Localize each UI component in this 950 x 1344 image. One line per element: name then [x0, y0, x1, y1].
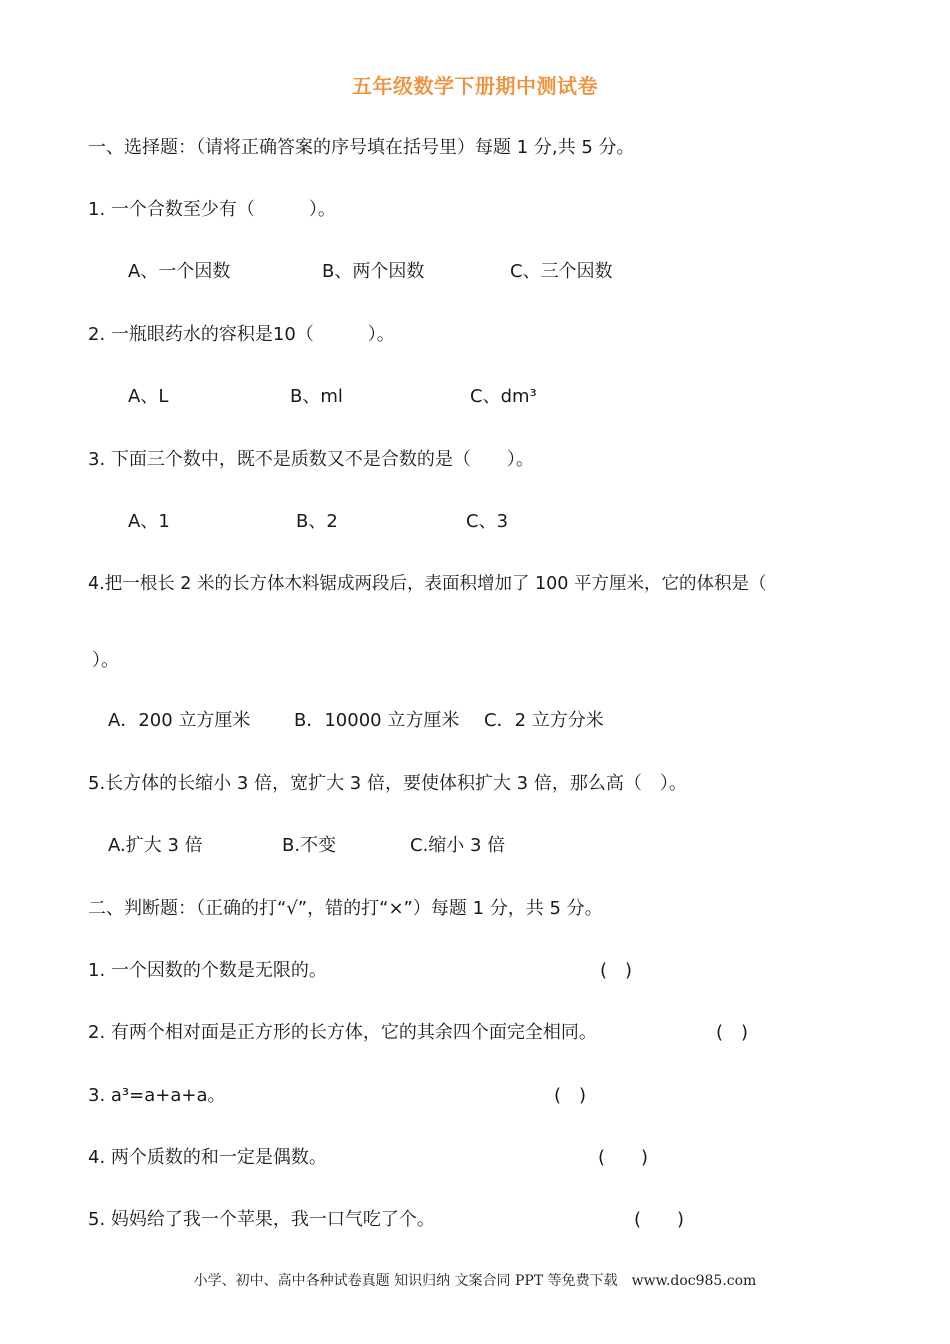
judge-item-3: 3. a³=a+a+a。	[88, 1085, 226, 1106]
judge-item-1: 1. 一个因数的个数是无限的。	[88, 960, 327, 981]
page-footer: 小学、初中、高中各种试卷真题 知识归纳 文案合同 PPT 等免费下载 www.doc985.com	[193, 1273, 757, 1289]
q4-option-b: B．10000 立方厘米	[294, 710, 460, 731]
judge-item-2: 2. 有两个相对面是正方形的长方体，它的其余四个面完全相同。	[88, 1022, 597, 1043]
q2-text: 2. 一瓶眼药水的容积是10（ ）。	[88, 324, 395, 345]
q3-option-b: B、2	[296, 511, 338, 532]
judge-item-4: 4. 两个质数的和一定是偶数。	[88, 1147, 327, 1168]
judge-item-5: 5. 妈妈给了我一个苹果，我一口气吃了个。	[88, 1209, 435, 1230]
q1-option-a: A、一个因数	[128, 261, 231, 282]
q5-option-a: A.扩大 3 倍	[108, 835, 203, 856]
q3-text: 3. 下面三个数中，既不是质数又不是合数的是（ ）。	[88, 449, 534, 470]
q3-option-c: C、3	[466, 511, 509, 532]
judge-answer-1: ( )	[600, 960, 633, 981]
q4-option-c: C．2 立方分米	[484, 710, 604, 731]
judge-answer-3: ( )	[554, 1085, 587, 1106]
q5-option-b: B.不变	[282, 835, 337, 856]
section1-heading: 一、选择题：（请将正确答案的序号填在括号里）每题 1 分,共 5 分。	[88, 137, 635, 158]
q4-text-continued: ）。	[92, 650, 119, 671]
q5-text: 5.长方体的长缩小 3 倍，宽扩大 3 倍，要使体积扩大 3 倍，那么高（ ）。	[88, 773, 687, 794]
q1-option-c: C、三个因数	[510, 261, 613, 282]
q1-text: 1. 一个合数至少有（ ）。	[88, 199, 336, 220]
q2-option-c: C、dm³	[470, 386, 537, 407]
q1-option-b: B、两个因数	[322, 261, 425, 282]
judge-answer-2: ( )	[716, 1022, 749, 1043]
q4-option-a: A．200 立方厘米	[108, 710, 251, 731]
q3-option-a: A、1	[128, 511, 170, 532]
q4-text: 4.把一根长 2 米的长方体木料锯成两段后，表面积增加了 100 平方厘米，它的体积是（	[88, 574, 767, 594]
page-title: 五年级数学下册期中测试卷	[352, 74, 598, 98]
q2-option-a: A、L	[128, 386, 169, 407]
section2-heading: 二、判断题：（正确的打“√”，错的打“×”）每题 1 分，共 5 分。	[88, 898, 603, 919]
judge-answer-5: ( )	[634, 1209, 685, 1230]
q2-option-b: B、ml	[290, 386, 343, 407]
judge-answer-4: ( )	[598, 1147, 649, 1168]
q5-option-c: C.缩小 3 倍	[410, 835, 506, 856]
